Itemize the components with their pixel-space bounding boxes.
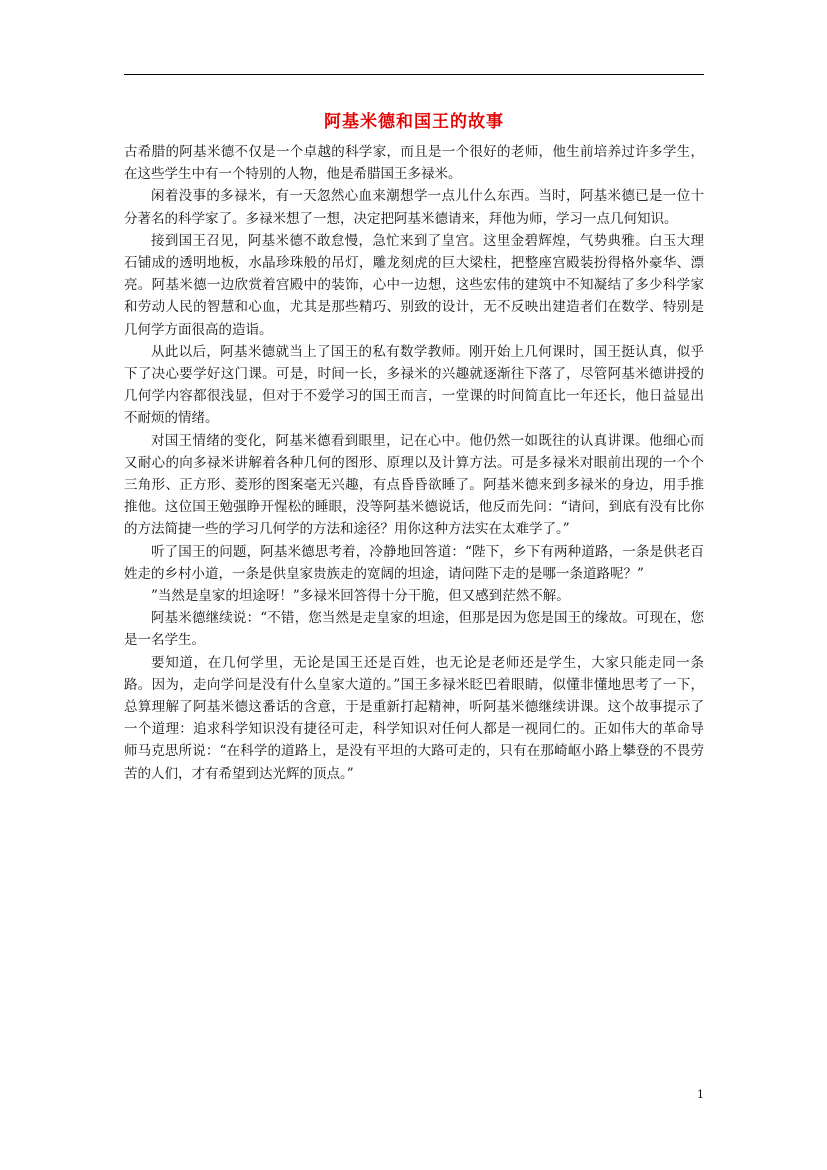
paragraph-6: 听了国王的问题，阿基米德思考着，冷静地回答道：“陛下，乡下有两种道路，一条是供老百姓走的乡村小道，一条是供皇家贵族走的宽阔的坦途，请问陛下走的是哪一条道路呢？”: [124, 543, 704, 582]
paragraph-2: 闲着没事的多禄米，有一天忽然心血来潮想学一点儿什么东西。当时，阿基米德已是一位十分著名的科学家了。多禄米想了一想，决定把阿基米德请来，拜他为师，学习一点几何知识。: [124, 188, 704, 227]
paragraph-7: ”当然是皇家的坦途呀！”多禄米回答得十分干脆，但又感到茫然不解。: [151, 588, 570, 605]
paragraph-1: 古希腊的阿基米德不仅是一个卓越的科学家，而且是一个很好的老师，他生前培养过许多学生，在这些学生中有一个特别的人物，他是希腊国王多禄米。: [124, 144, 704, 183]
paragraph-8: 阿基米德继续说：“不错，您当然是走皇家的坦途，但那是因为您是国王的缘故。可现在，您是一名学生。: [124, 610, 704, 649]
document-title: 阿基米德和国王的故事: [324, 112, 504, 132]
paragraph-9: 要知道，在几何学里，无论是国王还是百姓，也无论是老师还是学生，大家只能走同一条路。因为，走向学问是没有什么皇家大道的。”国王多禄米眨巴着眼睛，似懂非懂地思考了一下，总算理解了阿基米德这番话的含意，于是重新打起精神，听阿基米德继续讲课。这个故事提示了一个道理：追求科学知识没有捷径可走，科学知识对任何人都是一视同仁的。正如伟大的革命导师马克思所说：“在科学的道路上，是没有平坦的大路可走的，只有在那崎岖小路上攀登的不畏劳苦的人们，才有希望到达光辉的顶点。”: [124, 654, 704, 782]
paragraph-4: 从此以后，阿基米德就当上了国王的私有数学教师。刚开始上几何课时，国王挺认真，似乎下了决心要学好这门课。可是，时间一长，多禄米的兴趣就逐渐往下落了，尽管阿基米德讲授的几何学内容都很浅显，但对于不爱学习的国王而言，一堂课的时间简直比一年还长，他日益显出不耐烦的情绪。: [124, 343, 704, 427]
document-body: [124, 141, 704, 785]
paragraph-5: 对国王情绪的变化，阿基米德看到眼里，记在心中。他仍然一如既往的认真讲课。他细心而又耐心的向多禄米讲解着各种几何的图形、原理以及计算方法。可是多禄米对眼前出现的一个个三角形、正方形、菱形的图案毫无兴趣，有点昏昏欲睡了。阿基米德来到多禄米的身边，用手推推他。这位国王勉强睁开惺松的睡眼，没等阿基米德说话，他反而先问：“请问，到底有没有比你的方法简捷一些的学习几何学的方法和途径？用你这种方法实在太难学了。”: [124, 432, 704, 538]
header-rule: [124, 74, 704, 75]
paragraph-3: 接到国王召见，阿基米德不敢怠慢，急忙来到了皇宫。这里金碧辉煌，气势典雅。白玉大理石铺成的透明地板，水晶珍珠般的吊灯，雕龙刻虎的巨大梁柱，把整座宫殿装扮得格外豪华、漂亮。阿基米德一边欣赏着宫殿中的装饰，心中一边想，这些宏伟的建筑中不知凝结了多少科学家和劳动人民的智慧和心血，尤其是那些精巧、别致的设计，无不反映出建造者们在数学、特别是几何学方面很高的造诣。: [124, 232, 704, 338]
page-number: 1: [697, 1088, 704, 1101]
